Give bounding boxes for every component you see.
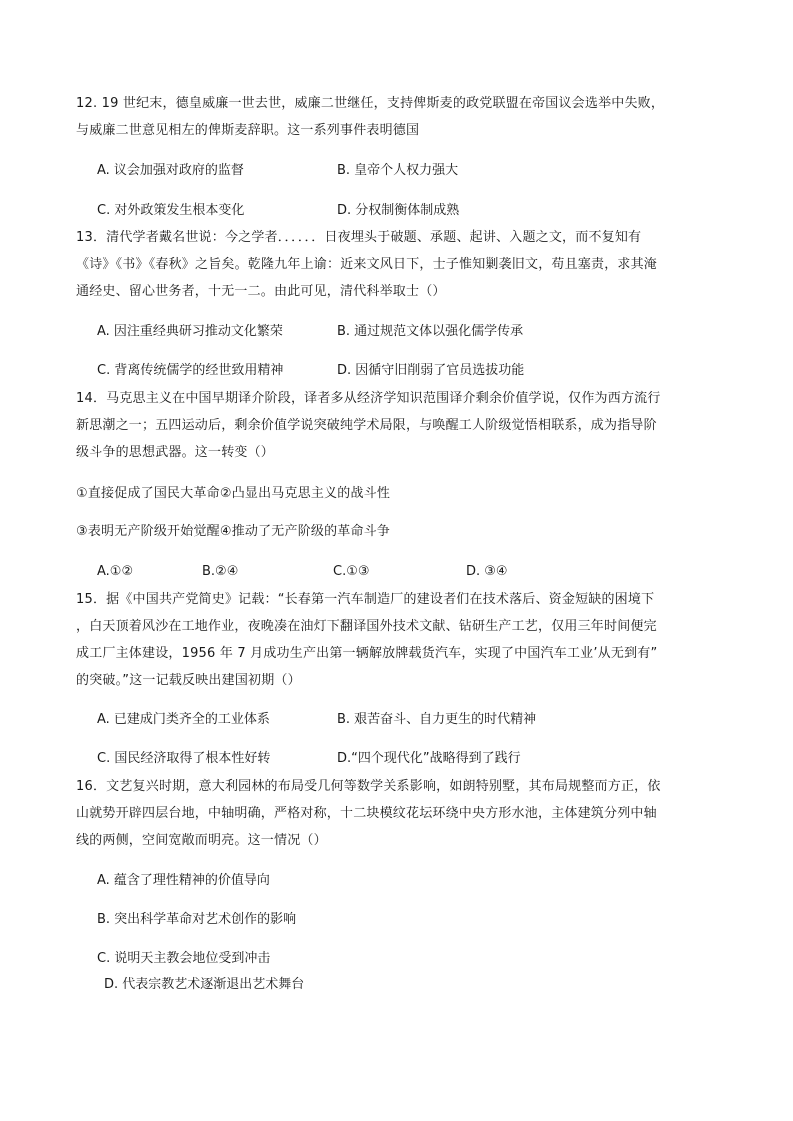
question-stem-line: 新思潮之一；五四运动后，剩余价值学说突破纯学术局限，与唤醒工人阶级觉悟相联系，成为指导阶: [76, 418, 657, 433]
option-d: D. 因循守旧削弱了官员选拔功能: [337, 363, 525, 378]
question-stem-line: 16．文艺复兴时期，意大利园林的布局受几何等数学关系影响，如朗特别墅，其布局规整而方正，依: [76, 779, 661, 794]
option-a: A. 因注重经典研习推动文化繁荣: [97, 324, 283, 339]
option-b: B. 突出科学革命对艺术创作的影响: [97, 912, 297, 927]
question-stem-line: 山就势开辟四层台地，中轴明确，严格对称，十二块模纹花坛环绕中央方形水池，主体建筑分列中轴: [76, 806, 657, 821]
question-stem-line: 12. 19 世纪末，德皇威廉一世去世，威廉二世继任，支持俾斯麦的政党联盟在帝国议会选举中失败，: [76, 96, 665, 111]
question-stem-line: 14．马克思主义在中国早期译介阶段，译者多从经济学知识范围译介剩余价值学说，仅作为西方流行: [76, 391, 661, 406]
question-stem-line: 《诗》《书》《春秋》之旨矣。乾隆九年上谕：近来文风日下，士子惟知剿袭旧文，苟且塞责，求其淹: [76, 257, 658, 272]
option-b: B.②④: [202, 564, 239, 579]
statement-line: ①直接促成了国民大革命②凸显出马克思主义的战斗性: [76, 486, 391, 501]
option-a: A. 蕴含了理性精神的价值导向: [97, 873, 270, 888]
question-stem-line: 通经史、留心世务者，十无一二。由此可见，清代科举取士（）: [76, 284, 446, 299]
option-a: A. 已建成门类齐全的工业体系: [97, 712, 270, 727]
option-d: D. 分权制衡体制成熟: [337, 203, 460, 218]
option-c: C.①③: [333, 564, 370, 579]
option-d: D. ③④: [466, 564, 508, 579]
option-c: C. 背离传统儒学的经世致用精神: [97, 363, 284, 378]
question-stem-line: 线的两侧，空间宽敞而明亮。这一情况（）: [76, 833, 327, 848]
option-b: B. 皇帝个人权力强大: [337, 163, 459, 178]
question-stem-line: ，白天顶着风沙在工地作业，夜晚凑在油灯下翻译国外技术文献、钻研生产工艺，仅用三年时间便完: [76, 619, 657, 634]
option-b: B. 通过规范文体以强化儒学传承: [337, 324, 524, 339]
option-d: D.“四个现代化”战略得到了践行: [337, 751, 521, 766]
question-stem-line: 13．清代学者戴名世说：今之学者．．．．．．日夜埋头于破题、承题、起讲、入题之文，而不复知有: [76, 230, 642, 245]
statement-line: ③表明无产阶级开始觉醒④推动了无产阶级的革命斗争: [76, 524, 391, 539]
question-stem-line: 级斗争的思想武器。这一转变（）: [76, 445, 275, 460]
question-stem-line: 15．据《中国共产党简史》记载：“长春第一汽车制造厂的建设者们在技术落后、资金短缺的困境下: [76, 592, 655, 607]
option-a: A.①②: [97, 564, 134, 579]
question-stem-line: 与威廉二世意见相左的俾斯麦辞职。这一系列事件表明德国: [76, 123, 420, 138]
question-stem-line: 的突破。”这一记载反映出建国初期（）: [76, 673, 301, 688]
option-c: C. 国民经济取得了根本性好转: [97, 751, 271, 766]
option-c: C. 对外政策发生根本变化: [97, 203, 245, 218]
option-d: D. 代表宗教艺术逐渐退出艺术舞台: [104, 977, 305, 992]
option-a: A. 议会加强对政府的监督: [97, 163, 244, 178]
option-c: C. 说明天主教会地位受到冲击: [97, 951, 271, 966]
option-b: B. 艰苦奋斗、自力更生的时代精神: [337, 712, 537, 727]
question-stem-line: 成工厂主体建设，1956 年 7 月成功生产出第一辆解放牌载货汽车，实现了中国汽车工业’从无到有”: [76, 646, 658, 661]
